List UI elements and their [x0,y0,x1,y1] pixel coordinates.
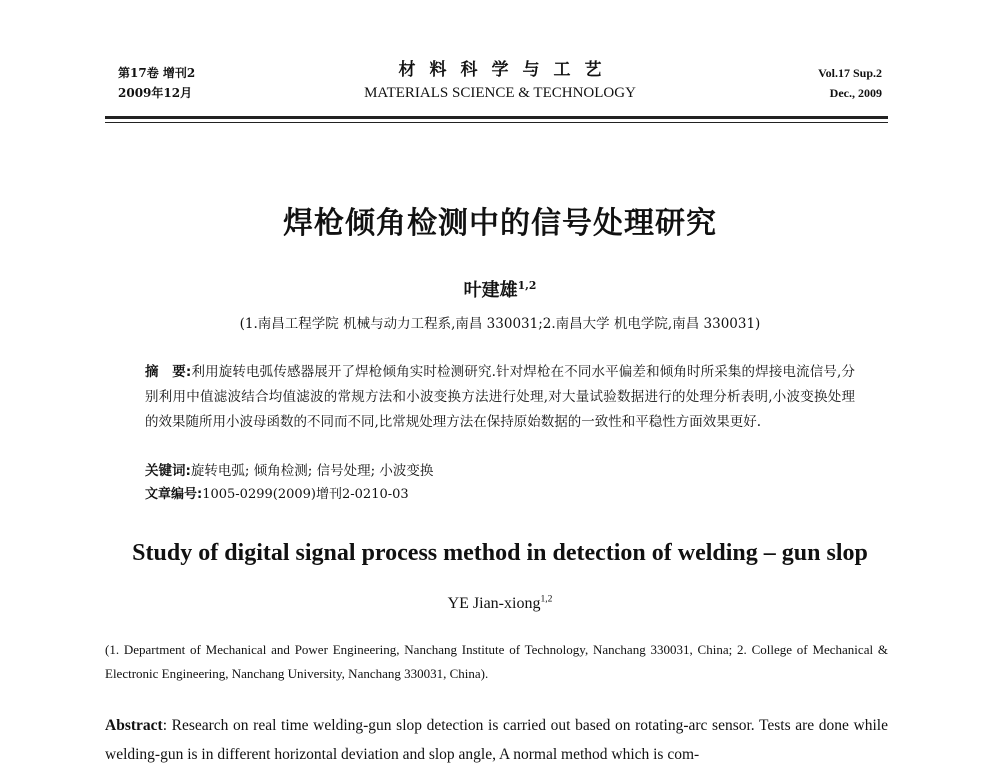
author-cn [0,276,1000,302]
paper-title-en: Study of digital signal process method in detection of welding – gun slop [132,540,868,566]
paper-title-cn: 焊枪倾角检测中的信号处理研究 [283,206,717,241]
article-id-cn [145,483,409,507]
header-volume-info [118,63,195,103]
keywords-text-cn: 旋转电弧; 倾角检测; 信号处理; 小波变换 [190,463,434,479]
date-en: Dec., 2009 [829,86,882,100]
header-volume-info-en [818,63,882,103]
abstract-label-en: Abstract [105,717,163,734]
volume-en: Vol.17 Sup.2 [818,66,882,80]
abstract-cn [145,360,855,435]
article-id-label-cn: 文章编号: [145,487,203,502]
affiliation-cn: (1.南昌工程学院 机械与动力工程系,南昌 330031;2.南昌大学 机电学院,南昌 330031) [239,316,761,332]
author-name-en: YE Jian-xiong [447,595,541,612]
author-affil-marker-cn: 1,2 [517,279,537,292]
article-id-text-cn: 1005-0299(2009)增刊2-0210-03 [202,487,409,502]
author-en [0,595,1000,613]
journal-name [300,58,700,104]
abstract-en [105,711,888,769]
author-affil-marker-en: 1,2 [540,593,553,605]
volume-cn: 第17卷 增刊2 [118,66,196,80]
journal-name-cn: 材料科学与工艺 [398,60,616,80]
abstract-text-cn: 利用旋转电弧传感器展开了焊枪倾角实时检测研究.针对焊枪在不同水平偏差和倾角时所采集的焊接电流信号,分别利用中值滤波结合均值滤波的常规方法和小波变换方法进行处理,对大量试验数据进行的处理分析表明,小波变换处理的效果随所用小波母函数的不同而不同,比常规处理方法在保持原始数据的一致性和平稳性方面效果更好. [145,364,855,430]
affiliation-en: (1. Department of Mechanical and Power Engineering, Nanchang Institute of Technology, Nanchang 330031, China; 2. College of Mechanical & Electronic Engineering, Nanchang University, Nanchang 330031, China). [105,642,888,681]
author-name-cn: 叶建雄 [463,280,518,301]
journal-name-en: MATERIALS SCIENCE & TECHNOLOGY [364,85,636,101]
header-rule-thick [105,116,888,119]
abstract-label-cn: 摘 要: [145,364,192,380]
keywords-cn [145,459,433,483]
keywords-label-cn: 关键词: [145,463,191,479]
date-cn: 2009年12月 [118,86,193,100]
header-rule-thin [105,122,888,123]
abstract-text-en: : Research on real time welding-gun slop detection is carried out based on rotating-arc sensor. Tests are done while welding-gun is in different horizontal deviation and slop angle, A normal method which is com- [105,717,888,763]
